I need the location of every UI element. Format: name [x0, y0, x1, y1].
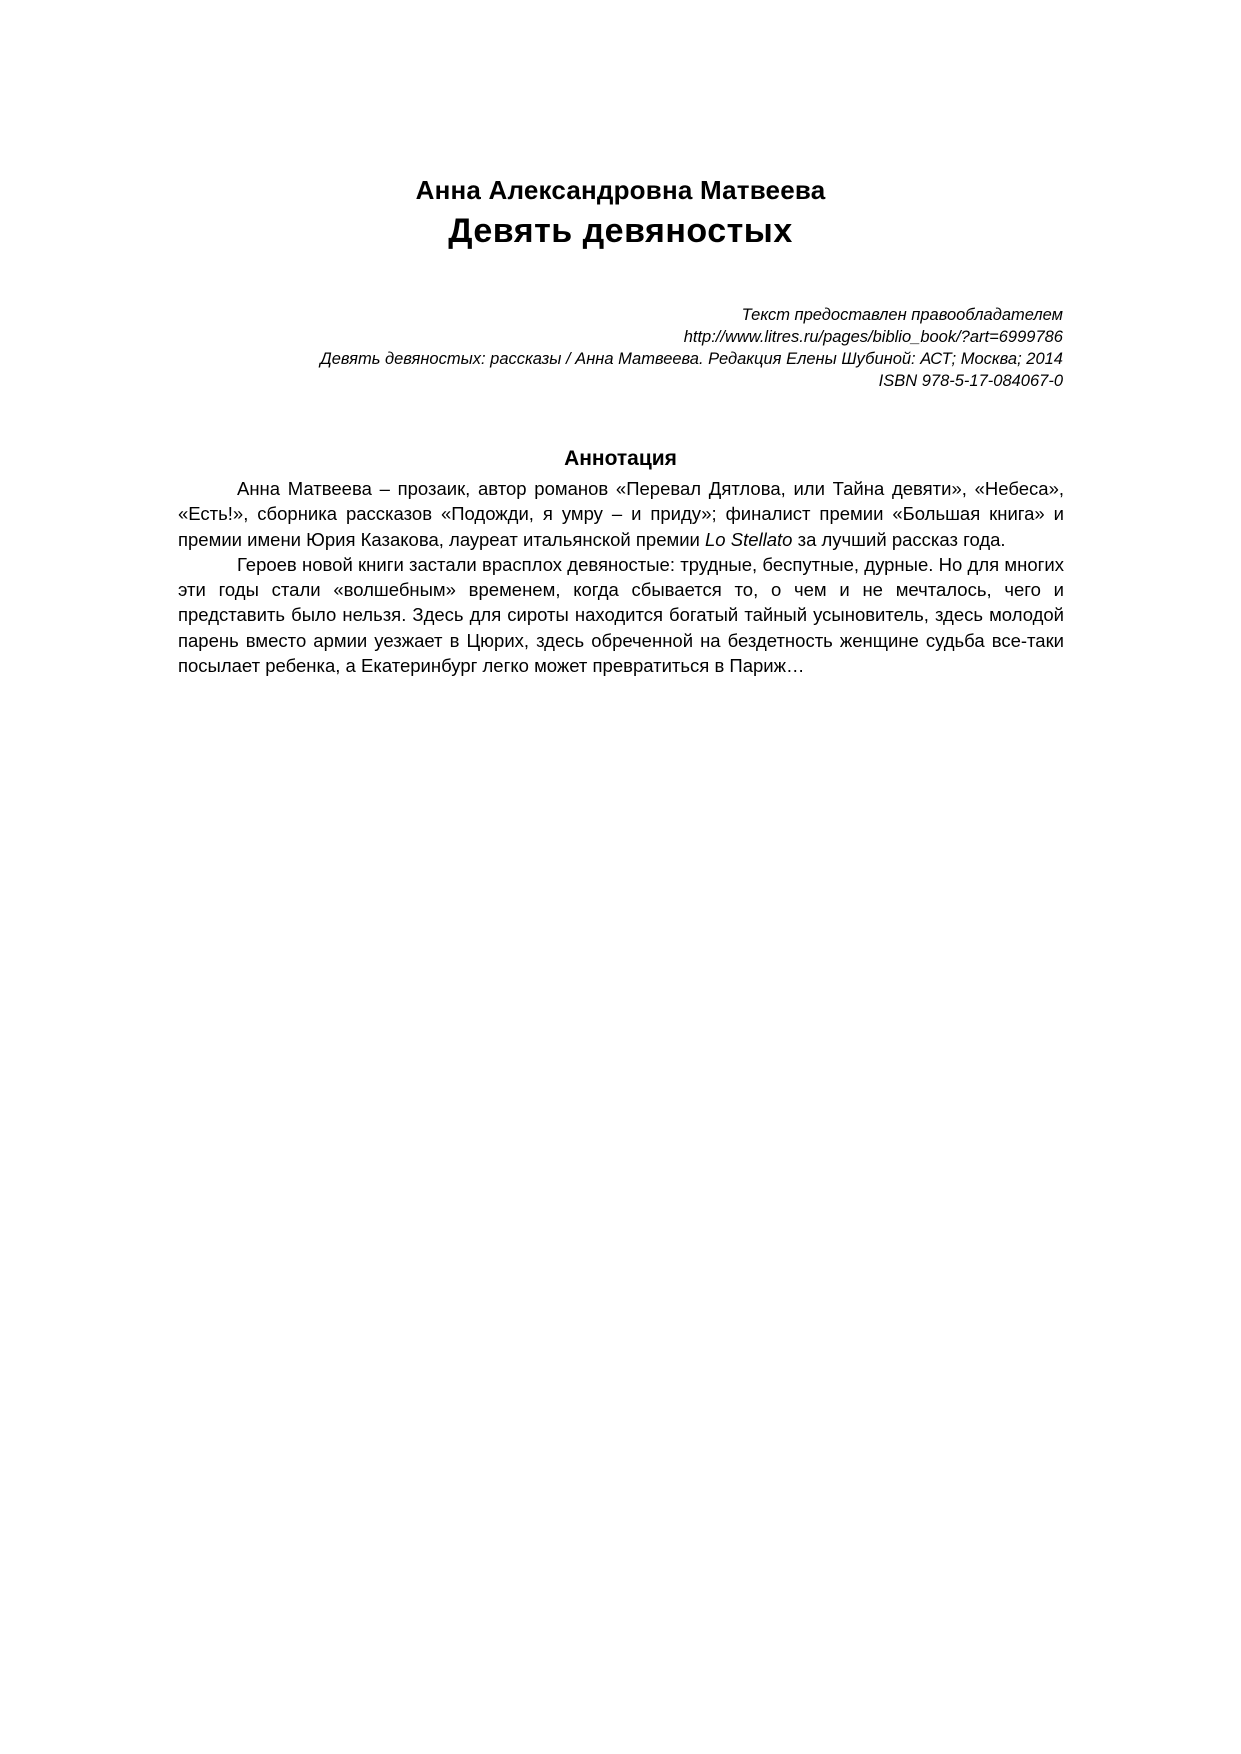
- bibliographic-record: Девять девяностых: рассказы / Анна Матвеева. Редакция Елены Шубиной: АСТ; Москва; 2014: [320, 350, 1063, 368]
- award-name: Lo Stellato: [705, 528, 793, 550]
- isbn: ISBN 978-5-17-084067-0: [878, 372, 1063, 390]
- annotation-heading: Аннотация: [564, 447, 677, 470]
- annotation-paragraph-1: [178, 476, 1064, 552]
- annotation-text: за лучший рассказ года.: [792, 528, 1006, 550]
- book-title: Девять девяностых: [448, 212, 793, 250]
- source-url: http://www.litres.ru/pages/biblio_book/?art=6999786: [683, 328, 1063, 346]
- annotation-paragraph-2: Героев новой книги застали врасплох девяностые: трудные, беспутные, дурные. Но для многих эти годы стали «волшебным» временем, когда сбывается то, о чем и не мечталось, чего и представить было нельзя. Здесь для сироты находится богатый тайный усыновитель, здесь молодой парень вместо армии уезжает в Цюрих, здесь обреченной на бездетность женщине судьба все-таки посылает ребенка, а Екатеринбург легко может превратиться в Париж…: [178, 553, 1064, 677]
- rights-holder-note: Текст предоставлен правообладателем: [741, 306, 1063, 324]
- annotation-body: [178, 476, 1064, 678]
- publication-info: [163, 304, 1063, 392]
- book-author: Анна Александровна Матвеева: [415, 175, 826, 205]
- annotation-text: Анна Матвеева – прозаик, автор романов «Перевал Дятлова, или Тайна девяти», «Небеса», «Есть!», сборника рассказов «Подожди, я умру – и приду»; финалист премии «Большая книга» и премии имени Юрия Казакова, лауреат итальянской премии: [178, 478, 1064, 550]
